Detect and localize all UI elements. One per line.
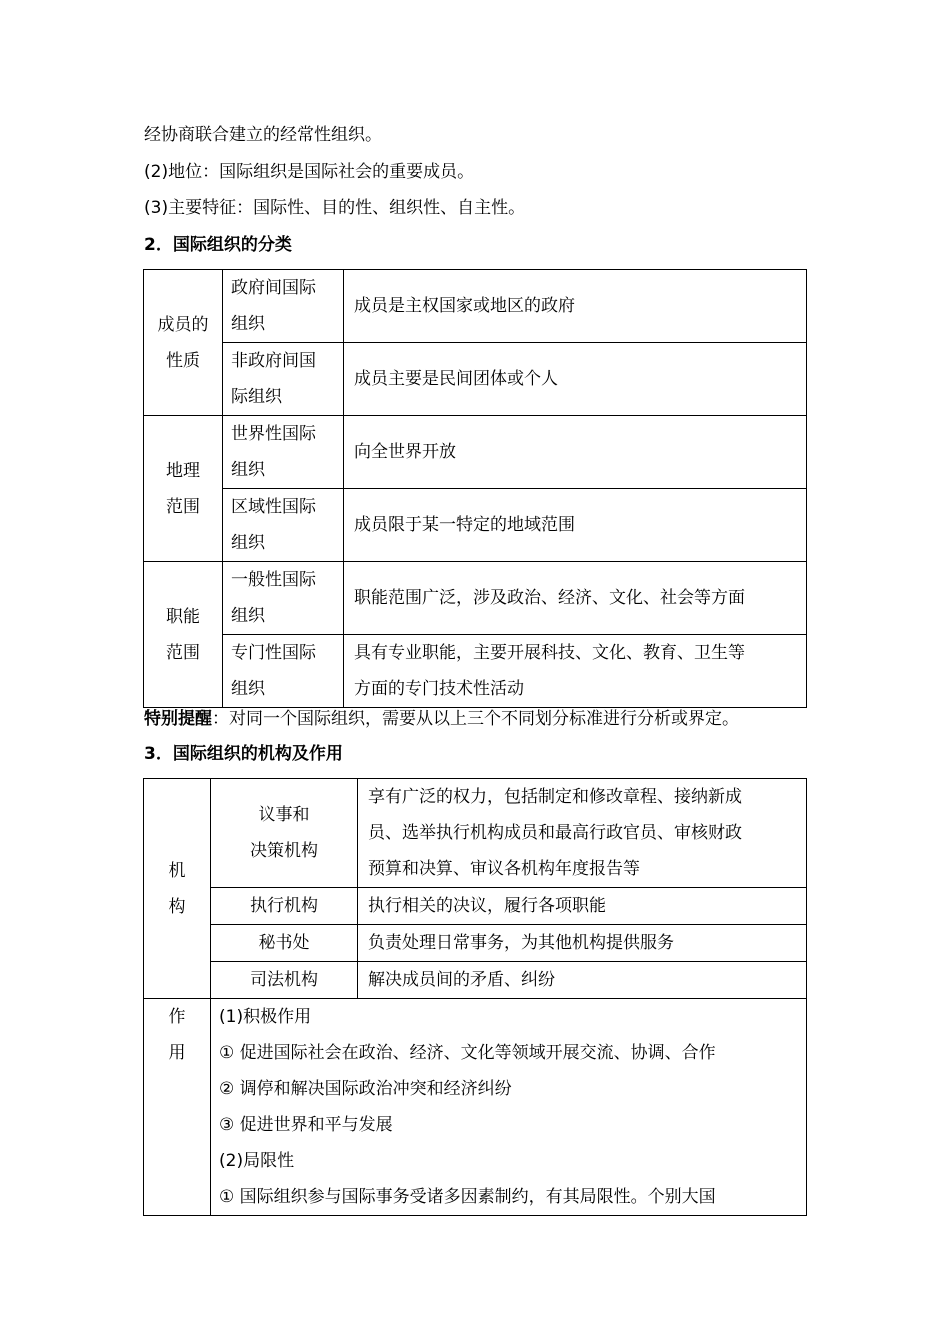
table-row [144,888,807,925]
role-line: (1)积极作用 [219,1007,312,1027]
organ-name-cell [211,925,358,962]
description-cell [344,489,807,562]
type-label: 非政府间国 [231,351,316,371]
type-cell [223,635,344,708]
type-cell [223,270,344,343]
special-note [144,708,739,730]
roles-label: 用 [168,1043,186,1063]
description-text: 成员主要是民间团体或个人 [354,369,558,389]
table-row [144,562,807,635]
type-label: 区域性国际 [231,497,316,517]
roles-label: 作 [168,1007,186,1027]
roles-cell [211,999,807,1216]
organ-description: 员、选举执行机构成员和最高行政官员、审核财政 [368,823,742,843]
type-cell [223,562,344,635]
category-cell [144,562,223,708]
type-cell [223,416,344,489]
intro-line-2: (2)地位：国际组织是国际社会的重要成员。 [144,162,475,182]
description-text: 方面的专门技术性活动 [354,679,524,699]
table-row [144,489,807,562]
section-3-heading: 3．国际组织的机构及作用 [144,744,343,764]
type-cell [223,343,344,416]
organ-name: 司法机构 [250,970,318,990]
type-cell [223,489,344,562]
description-text: 职能范围广泛，涉及政治、经济、文化、社会等方面 [354,588,745,608]
organ-desc-cell [358,925,807,962]
organ-description: 解决成员间的矛盾、纠纷 [368,970,555,990]
type-label: 政府间国际 [231,278,316,298]
table-row [144,416,807,489]
type-label: 专门性国际 [231,643,316,663]
type-label: 世界性国际 [231,424,316,444]
note-label: 特别提醒 [144,709,212,729]
organ-name: 秘书处 [258,933,310,953]
description-cell [344,416,807,489]
type-label: 组织 [231,606,265,626]
intro-line-3: (3)主要特征：国际性、目的性、组织性、自主性。 [144,198,526,218]
organs-label: 构 [168,896,186,917]
organ-desc-cell [358,779,807,888]
type-label: 组织 [231,314,265,334]
category-label: 范围 [166,642,200,663]
organ-name-cell [211,962,358,999]
organs-table [143,778,807,1216]
role-line: ① 促进国际社会在政治、经济、文化等领域开展交流、协调、合作 [219,1043,716,1063]
role-line: ① 国际组织参与国际事务受诸多因素制约，有其局限性。个别大国 [219,1187,716,1207]
role-line: ② 调停和解决国际政治冲突和经济纠纷 [219,1079,512,1099]
table-row [144,999,807,1216]
role-line: ③ 促进世界和平与发展 [219,1115,393,1135]
type-label: 组织 [231,460,265,480]
note-text: ：对同一个国际组织，需要从以上三个不同划分标准进行分析或界定。 [212,709,739,729]
organ-name: 执行机构 [250,896,318,916]
organ-name-cell [211,888,358,925]
table-row [144,343,807,416]
organ-name: 决策机构 [250,841,318,861]
description-cell [344,562,807,635]
role-line: (2)局限性 [219,1151,295,1171]
type-label: 际组织 [231,387,282,407]
table-row [144,962,807,999]
table-row [144,635,807,708]
description-cell [344,343,807,416]
description-text: 成员限于某一特定的地域范围 [354,515,575,535]
description-cell [344,635,807,708]
organ-name: 议事和 [258,805,310,825]
description-text: 向全世界开放 [354,442,456,462]
description-text: 成员是主权国家或地区的政府 [354,296,575,316]
type-label: 一般性国际 [231,570,316,590]
table-row [144,779,807,888]
category-label: 性质 [166,350,200,371]
category-cell [144,270,223,416]
category-label: 成员的 [157,314,209,335]
table-row [144,270,807,343]
organ-description: 执行相关的决议，履行各项职能 [368,896,606,916]
organ-desc-cell [358,962,807,999]
table-row [144,925,807,962]
organ-name-cell [211,779,358,888]
section-2-heading: 2．国际组织的分类 [144,235,292,255]
organs-label-cell [144,779,211,999]
category-cell [144,416,223,562]
roles-label-cell [144,999,211,1216]
category-label: 地理 [166,460,200,481]
organ-description: 享有广泛的权力，包括制定和修改章程、接纳新成 [368,787,742,807]
classification-table [143,269,807,708]
description-cell [344,270,807,343]
category-label: 范围 [166,496,200,517]
type-label: 组织 [231,533,265,553]
category-label: 职能 [166,606,200,627]
organs-label: 机 [168,860,186,881]
organ-description: 预算和决算、审议各机构年度报告等 [368,859,640,879]
type-label: 组织 [231,679,265,699]
intro-line-1: 经协商联合建立的经常性组织。 [144,125,382,145]
organ-desc-cell [358,888,807,925]
organ-description: 负责处理日常事务，为其他机构提供服务 [368,933,674,953]
description-text: 具有专业职能，主要开展科技、文化、教育、卫生等 [354,643,745,663]
